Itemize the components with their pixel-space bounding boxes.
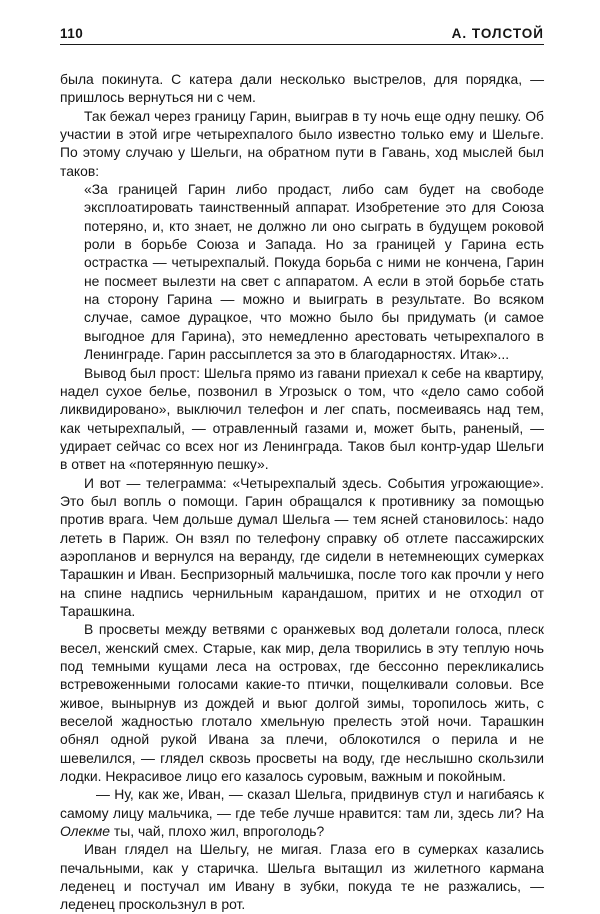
dialogue-text: — Ну, как же, Иван, — сказал Шельга, придвинув стул и нагибаясь к самому лицу мальчика, — где тебе лучше нравится: там ли, здесь ли? На (60, 786, 544, 821)
dialogue-text: ты, чай, плохо жил, впроголодь? (110, 823, 325, 840)
paragraph: И вот — телеграмма: «Четырехпалый здесь. События угрожающие». Это был вопль о помощи. Гарин обращался к противнику за помощью против врага. Чем дольше думал Шельга — тем ясней становилось: надо лететь в Париж. Он взял по телефону справку об отлете пассажирских аэропланов и вернулся на веранду, где сидели в нетемнеющих сумерках Тарашкин и Иван. Беспризорный мальчишка, после того как прочли у него на спине надпись чернильным карандашом, притих и не отходил от Тарашкина. (60, 474, 544, 619)
paragraph: В просветы между ветвями с оранжевых вод долетали голоса, плеск весел, женский смех. Старые, как мир, дела творились в эту теплую ночь под темными кущами леса на островах, где бессонно перекликались встревоженными голосами какие-то птички, пощелкивали соловьи. Все живое, вынырнув из дождей и вьюг долгой зимы, торопилось жить, с веселой жадностью глотало хмельную прелесть этой ночи. Тарашкин обнял одной рукой Ивана за плечи, облокотился о перила и не шевелился, — глядел сквозь просветы на воду, где неслышно скользили лодки. Некрасивое лицо его казалось суровым, важным и покойным. (60, 621, 544, 785)
page-number: 110 (60, 26, 84, 41)
body-text (60, 70, 544, 914)
dialogue-paragraph (60, 785, 544, 840)
paragraph: Так бежал через границу Гарин, выиграв в ту ночь еще одну пешку. Об участии в этой игре четырехпалого было известно только ему и Шельге. По этому случаю у Шельги, на обратном пути в Гавань, ход мыслей был таков: (60, 107, 544, 179)
paragraph: Вывод был прост: Шельга прямо из гавани приехал к себе на квартиру, надел сухое белье, позвонил в Угрозыск о том, что «дело само собой ликвидировано», выключил телефон и лег спать, посмеиваясь над тем, как четырехпалый, — отравленный газами и, может быть, раненый, — удирает сейчас со всех ног из Ленинграда. Таков был контр-удар Шельги в ответ на «потерянную пешку». (60, 364, 544, 473)
header-rule (60, 44, 544, 45)
running-head-author: А. ТОЛСТОЙ (451, 26, 544, 41)
paragraph: была покинута. С катера дали несколько выстрелов, для порядка, — пришлось вернуться ни с чем. (60, 71, 544, 106)
italic-place-name: Олекме (60, 823, 111, 840)
quoted-paragraph: «За границей Гарин либо продаст, либо сам будет на свободе эксплоатировать таинственный аппарат. Изобретение это для Союза потеряно, и, кто знает, не должно ли оно сыграть в будущем роковой роли в борьбе Союза и Запада. Но за границей у Гарина есть остраcтка — четырехпалый. Покуда борьба с ними не кончена, Гарин не посмеет вылезти на свет с аппаратом. А если в этой борьбе стать на сторону Гарина — можно и выиграть в результате. Во всяком случае, самое дурацкое, что можно было бы придумать (и самое выгодное для Гарина), это немедленно арестовать четырехпалого в Ленинграде. Гарин рассыплется за это в благодарностях. Итак»... (84, 181, 544, 363)
running-header (60, 24, 544, 48)
paragraph: Иван глядел на Шельгу, не мигая. Глаза его в сумерках казались печальными, как у старичка. Шельга вытащил из жилетного кармана леденец и постучал им Ивану в зубки, покуда те не разжались, — леденец проскользнул в рот. (60, 841, 544, 913)
